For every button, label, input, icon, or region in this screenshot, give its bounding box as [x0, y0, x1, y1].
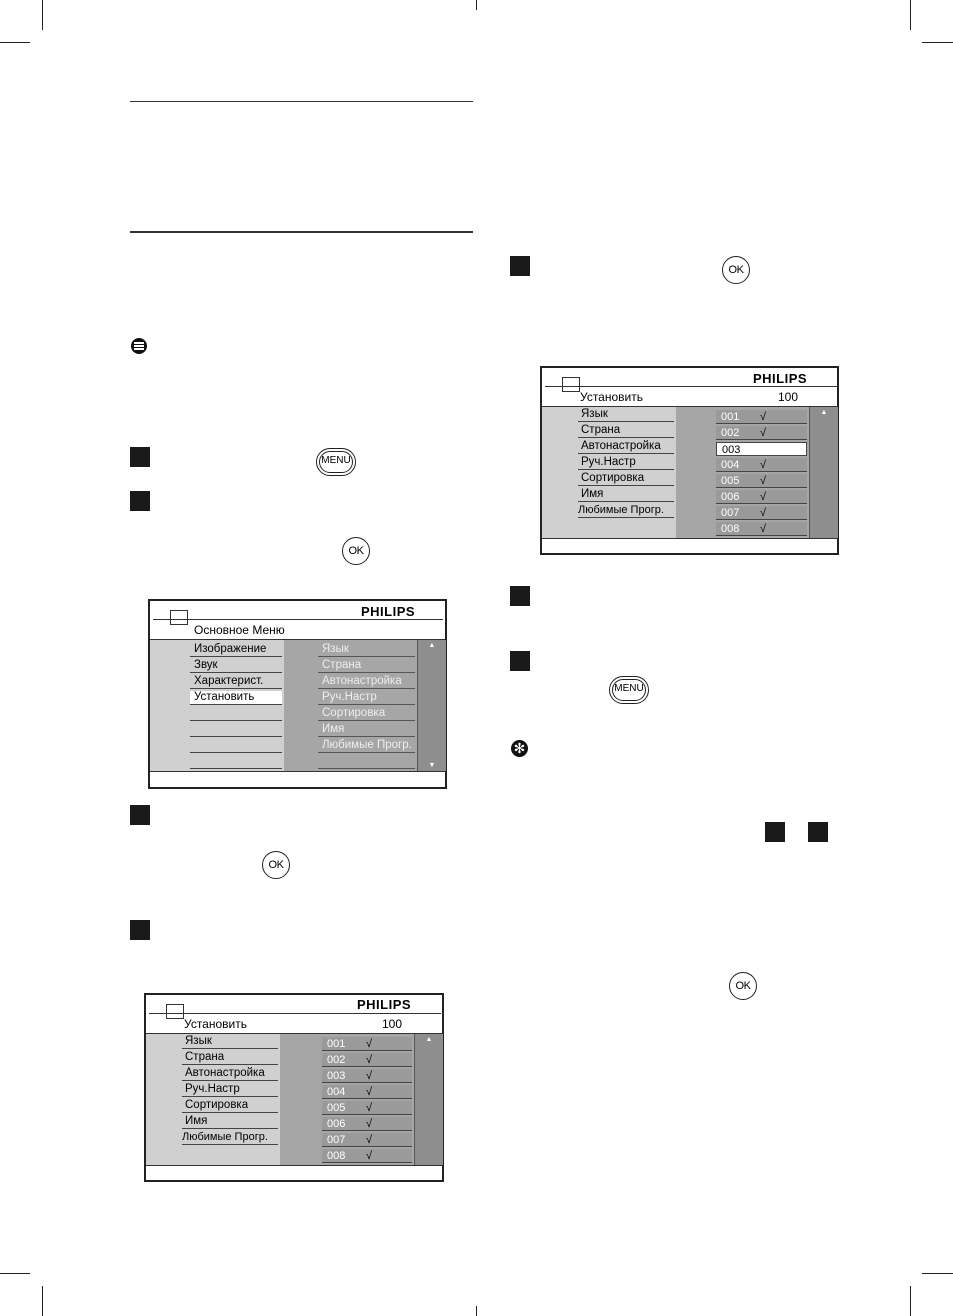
step-marker — [130, 920, 150, 940]
menu-value: 100 — [382, 1017, 403, 1031]
channel-row[interactable]: 005 √ — [322, 1101, 412, 1115]
menu-item-sound[interactable]: Звук — [190, 659, 282, 673]
menu-item-manual[interactable]: Руч.Настр — [578, 456, 674, 470]
tv-icon — [562, 377, 580, 392]
menu-item-country[interactable]: Страна — [578, 424, 674, 438]
scrollbar[interactable] — [809, 407, 838, 538]
menu-item-empty — [190, 739, 282, 753]
submenu-item-language[interactable]: Язык — [318, 643, 415, 657]
divider — [542, 538, 837, 539]
menu-title: Установить — [184, 1017, 247, 1031]
menu-item-install[interactable]: Установить — [190, 691, 282, 705]
menu-item-manual[interactable]: Руч.Настр — [182, 1083, 278, 1097]
crop-mark — [0, 1273, 30, 1274]
channel-row[interactable]: 004 √ — [716, 458, 807, 472]
header-rule-thin — [130, 101, 473, 102]
menu-item-features[interactable]: Характерист. — [190, 675, 282, 689]
crop-mark — [476, 1306, 477, 1316]
channel-row[interactable]: 004 √ — [322, 1085, 412, 1099]
tv-screen-install-selected — [540, 366, 839, 555]
submenu-item-favorites[interactable]: Любимые Прогр. — [318, 739, 415, 753]
philips-logo: PHILIPS — [753, 371, 808, 386]
crop-mark — [910, 0, 911, 30]
tv-screen-install-list — [144, 993, 444, 1182]
scroll-up-arrow[interactable]: ▲ — [820, 409, 828, 416]
crop-mark — [42, 0, 43, 30]
menu-item-name[interactable]: Имя — [182, 1115, 278, 1129]
menu-button-icon: MENU — [609, 676, 649, 704]
channel-row[interactable]: 001 √ — [716, 410, 807, 424]
philips-logo: PHILIPS — [361, 604, 416, 619]
crop-mark — [922, 1273, 953, 1274]
channel-row[interactable]: 006 √ — [716, 490, 807, 504]
tv-screen-main-menu — [148, 599, 447, 789]
menu-item-autotune[interactable]: Автонастройка — [578, 440, 674, 454]
step-marker — [510, 256, 530, 276]
menu-item-favorites[interactable]: Любимые Прогр. — [578, 504, 674, 518]
submenu-item-country[interactable]: Страна — [318, 659, 415, 673]
step-reference-marker — [808, 822, 828, 842]
ok-button-icon: OK — [729, 972, 757, 1000]
divider — [146, 1165, 442, 1166]
channel-row[interactable]: 002 √ — [322, 1053, 412, 1067]
channel-row[interactable]: 005 √ — [716, 474, 807, 488]
tv-icon — [166, 1004, 184, 1019]
ok-button-icon: OK — [262, 851, 290, 879]
divider — [545, 386, 837, 387]
tip-icon: ✻ — [511, 740, 528, 757]
crop-mark — [0, 42, 30, 43]
menu-item-language[interactable]: Язык — [182, 1035, 278, 1049]
menu-item-empty — [190, 707, 282, 721]
channel-row-highlighted[interactable]: 003 — [716, 442, 807, 456]
tv-icon — [170, 610, 188, 625]
scrollbar[interactable] — [414, 1034, 443, 1165]
step-marker — [510, 651, 530, 671]
menu-item-language[interactable]: Язык — [578, 408, 674, 422]
channel-row[interactable]: 006 √ — [322, 1117, 412, 1131]
menu-item-country[interactable]: Страна — [182, 1051, 278, 1065]
scrollbar[interactable] — [417, 640, 446, 771]
channel-row[interactable]: 007 √ — [322, 1133, 412, 1147]
menu-item-autotune[interactable]: Автонастройка — [182, 1067, 278, 1081]
menu-item-empty — [190, 723, 282, 737]
menu-title: Основное Меню — [194, 623, 285, 637]
channel-row[interactable]: 003 √ — [322, 1069, 412, 1083]
submenu-item-name[interactable]: Имя — [318, 723, 415, 737]
step-marker — [130, 491, 150, 511]
philips-logo: PHILIPS — [357, 997, 412, 1012]
note-icon — [131, 338, 147, 354]
menu-item-empty — [190, 755, 282, 769]
menu-item-sort[interactable]: Сортировка — [182, 1099, 278, 1113]
divider — [150, 771, 445, 772]
step-reference-marker — [765, 822, 785, 842]
ok-button-icon: OK — [722, 256, 750, 284]
divider — [153, 619, 443, 620]
step-marker — [130, 805, 150, 825]
channel-row[interactable]: 008 √ — [322, 1149, 412, 1163]
channel-row[interactable]: 007 √ — [716, 506, 807, 520]
submenu-item-empty — [318, 755, 415, 769]
crop-mark — [910, 1286, 911, 1316]
crop-mark — [42, 1286, 43, 1316]
scroll-up-arrow[interactable]: ▲ — [425, 1036, 433, 1043]
crop-mark — [922, 42, 953, 43]
channel-row[interactable]: 008 √ — [716, 522, 807, 536]
channel-row[interactable]: 002 √ — [716, 426, 807, 440]
scroll-down-arrow[interactable]: ▼ — [428, 762, 436, 769]
scroll-up-arrow[interactable]: ▲ — [428, 642, 436, 649]
menu-item-picture[interactable]: Изображение — [190, 643, 282, 657]
crop-mark — [476, 0, 477, 10]
menu-item-name[interactable]: Имя — [578, 488, 674, 502]
submenu-item-autotune[interactable]: Автонастройка — [318, 675, 415, 689]
menu-value: 100 — [778, 390, 799, 404]
divider — [149, 1013, 441, 1014]
step-marker — [130, 447, 150, 467]
submenu-item-sort[interactable]: Сортировка — [318, 707, 415, 721]
menu-title: Установить — [580, 390, 643, 404]
menu-item-favorites[interactable]: Любимые Прогр. — [182, 1131, 278, 1145]
menu-button-icon: MENU — [316, 448, 356, 476]
step-marker — [510, 586, 530, 606]
channel-row[interactable]: 001 √ — [322, 1037, 412, 1051]
ok-button-icon: OK — [342, 537, 370, 565]
submenu-item-manual[interactable]: Руч.Настр — [318, 691, 415, 705]
menu-item-sort[interactable]: Сортировка — [578, 472, 674, 486]
header-rule-thick — [130, 231, 473, 233]
